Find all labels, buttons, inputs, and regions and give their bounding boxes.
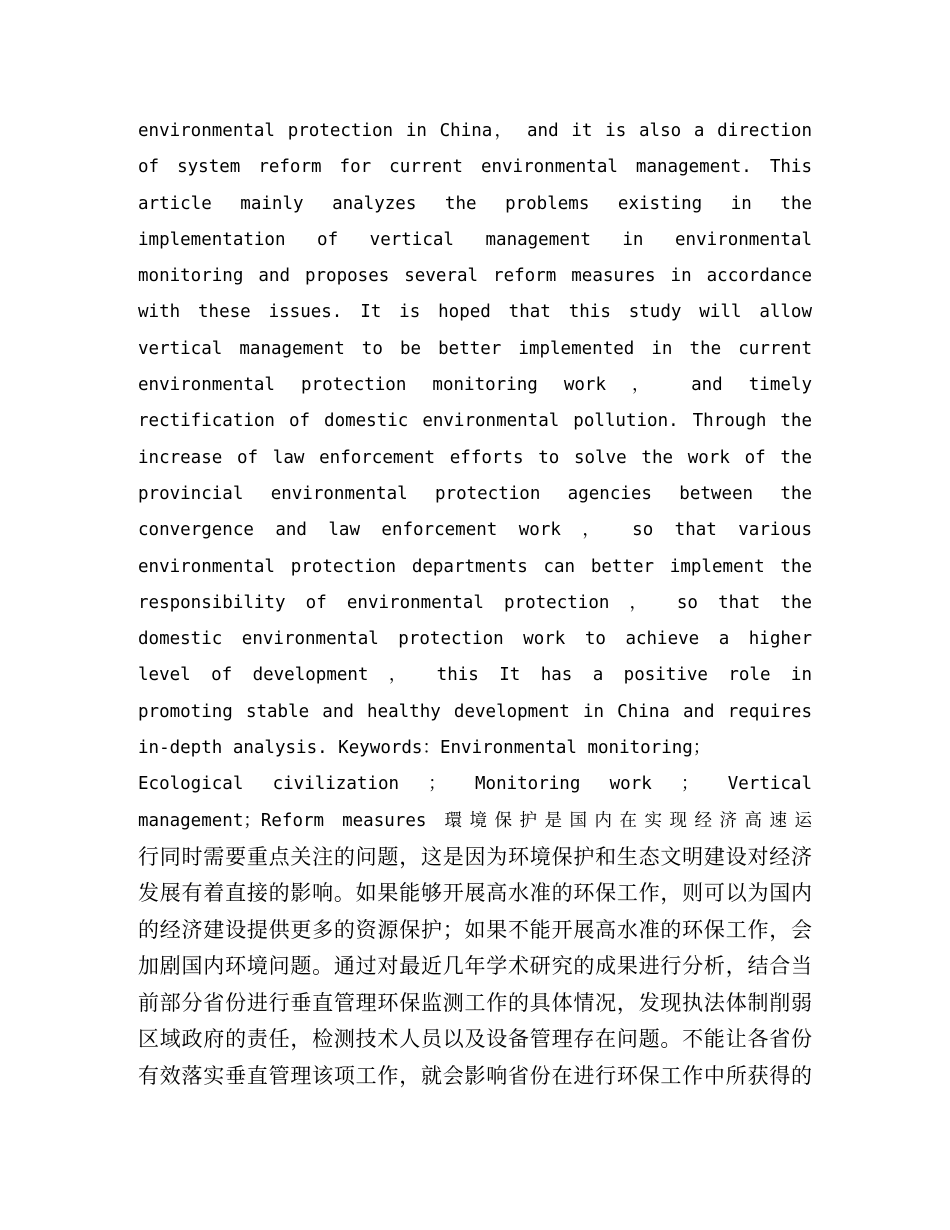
mixed-text-line: management；Reform measures 環境保护是国内在实现经济高速运 (138, 810, 812, 831)
text-line: environmental protection monitoring work ， and timely (138, 375, 812, 396)
text-line: responsibility of environmental protection ， so that the (138, 592, 812, 613)
chinese-text-line: 的经济建设提供更多的资源保护；如果不能开展高水准的环保工作，会 (138, 917, 812, 942)
keywords-line: Ecological civilization ； Monitoring work ； Vertical (138, 774, 812, 795)
text-line: article mainly analyzes the problems existing in the (138, 193, 812, 214)
text-line: environmental protection departments can better implement the (138, 556, 812, 577)
keywords-line: in-depth analysis. Keywords：Environmental monitoring； (138, 738, 711, 759)
chinese-text-line: 区域政府的责任，检测技术人员以及设备管理存在问题。不能让各省份 (138, 1027, 812, 1052)
body-text (138, 113, 812, 1094)
text-line: vertical management to be better implemented in the current (138, 338, 812, 359)
chinese-text-line: 发展有着直接的影响。如果能够开展高水准的环保工作，则可以为国内 (138, 881, 812, 906)
text-line: level of development ， this It has a positive role in (138, 665, 812, 686)
text-line: domestic environmental protection work to achieve a higher (138, 629, 812, 650)
text-line: convergence and law enforcement work ， so that various (138, 520, 812, 541)
chinese-text-line: 有效落实垂直管理该项工作，就会影响省份在进行环保工作中所获得的 (138, 1063, 812, 1088)
text-line: with these issues. It is hoped that this study will allow (138, 302, 812, 323)
text-line: increase of law enforcement efforts to solve the work of the (138, 447, 812, 468)
text-line: promoting stable and healthy development in China and requires (138, 701, 812, 722)
text-line: of system reform for current environmental management. This (138, 157, 812, 178)
chinese-text-line: 行同时需要重点关注的问题，这是因为环境保护和生态文明建设对经济 (138, 844, 812, 869)
text-line: provincial environmental protection agencies between the (138, 483, 812, 504)
chinese-text-line: 前部分省份进行垂直管理环保监测工作的具体情况，发现执法体制削弱 (138, 990, 812, 1015)
text-line: rectification of domestic environmental pollution. Through the (138, 411, 812, 432)
text-line: implementation of vertical management in environmental (138, 229, 812, 250)
chinese-text-line: 加剧国内环境问题。通过对最近几年学术研究的成果进行分析，结合当 (138, 954, 812, 979)
text-line: environmental protection in China， and it is also a direction (138, 121, 812, 141)
text-line: monitoring and proposes several reform measures in accordance (138, 266, 812, 287)
